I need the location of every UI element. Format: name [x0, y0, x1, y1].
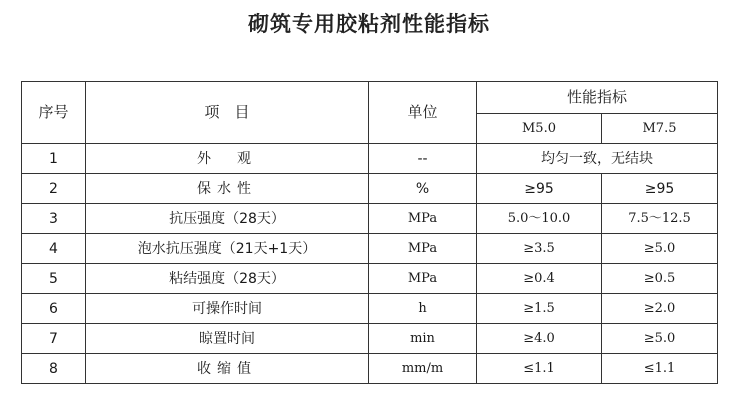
cell-m75: 7.5～12.5 — [602, 204, 718, 234]
cell-m50: ≥0.4 — [477, 264, 602, 294]
cell-m75: ≥0.5 — [602, 264, 718, 294]
cell-m50: ≥4.0 — [477, 324, 602, 354]
table-row — [22, 264, 718, 294]
header-seq: 序号 — [22, 82, 86, 144]
cell-seq: 7 — [22, 324, 86, 354]
cell-item: 可操作时间 — [86, 294, 369, 324]
table-row — [22, 354, 718, 384]
cell-m75: ≥5.0 — [602, 234, 718, 264]
cell-m50: ≥1.5 — [477, 294, 602, 324]
cell-m50: ≤1.1 — [477, 354, 602, 384]
header-performance: 性能指标 — [477, 82, 718, 114]
cell-unit: -- — [369, 144, 477, 174]
cell-item: 外 观 — [86, 144, 369, 174]
cell-item: 泡水抗压强度（21天+1天） — [86, 234, 369, 264]
cell-item: 粘结强度（28天） — [86, 264, 369, 294]
cell-item: 保水性 — [86, 174, 369, 204]
header-item: 项 目 — [86, 82, 369, 144]
cell-seq: 8 — [22, 354, 86, 384]
table-row — [22, 204, 718, 234]
header-unit: 单位 — [369, 82, 477, 144]
table-row — [22, 174, 718, 204]
cell-seq: 6 — [22, 294, 86, 324]
cell-seq: 5 — [22, 264, 86, 294]
table-row — [22, 294, 718, 324]
cell-item: 抗压强度（28天） — [86, 204, 369, 234]
cell-m75: ≥95 — [602, 174, 718, 204]
header-m75: M7.5 — [602, 114, 718, 144]
cell-unit: % — [369, 174, 477, 204]
cell-seq: 4 — [22, 234, 86, 264]
cell-unit: MPa — [369, 234, 477, 264]
cell-m75: ≥5.0 — [602, 324, 718, 354]
cell-unit: mm/m — [369, 354, 477, 384]
performance-table — [21, 81, 718, 384]
table-row — [22, 144, 718, 174]
cell-seq: 1 — [22, 144, 86, 174]
header-m50: M5.0 — [477, 114, 602, 144]
cell-m75: ≥2.0 — [602, 294, 718, 324]
cell-unit: min — [369, 324, 477, 354]
cell-m75: ≤1.1 — [602, 354, 718, 384]
table-row — [22, 234, 718, 264]
cell-seq: 3 — [22, 204, 86, 234]
page-title: 砌筑专用胶粘剂性能指标 — [248, 12, 490, 36]
cell-item: 晾置时间 — [86, 324, 369, 354]
cell-item: 收缩值 — [86, 354, 369, 384]
cell-seq: 2 — [22, 174, 86, 204]
cell-m50: ≥95 — [477, 174, 602, 204]
cell-merged-value: 均匀一致，无结块 — [477, 144, 718, 174]
cell-m50: 5.0～10.0 — [477, 204, 602, 234]
table-row — [22, 324, 718, 354]
cell-unit: MPa — [369, 264, 477, 294]
cell-unit: h — [369, 294, 477, 324]
cell-m50: ≥3.5 — [477, 234, 602, 264]
cell-unit: MPa — [369, 204, 477, 234]
